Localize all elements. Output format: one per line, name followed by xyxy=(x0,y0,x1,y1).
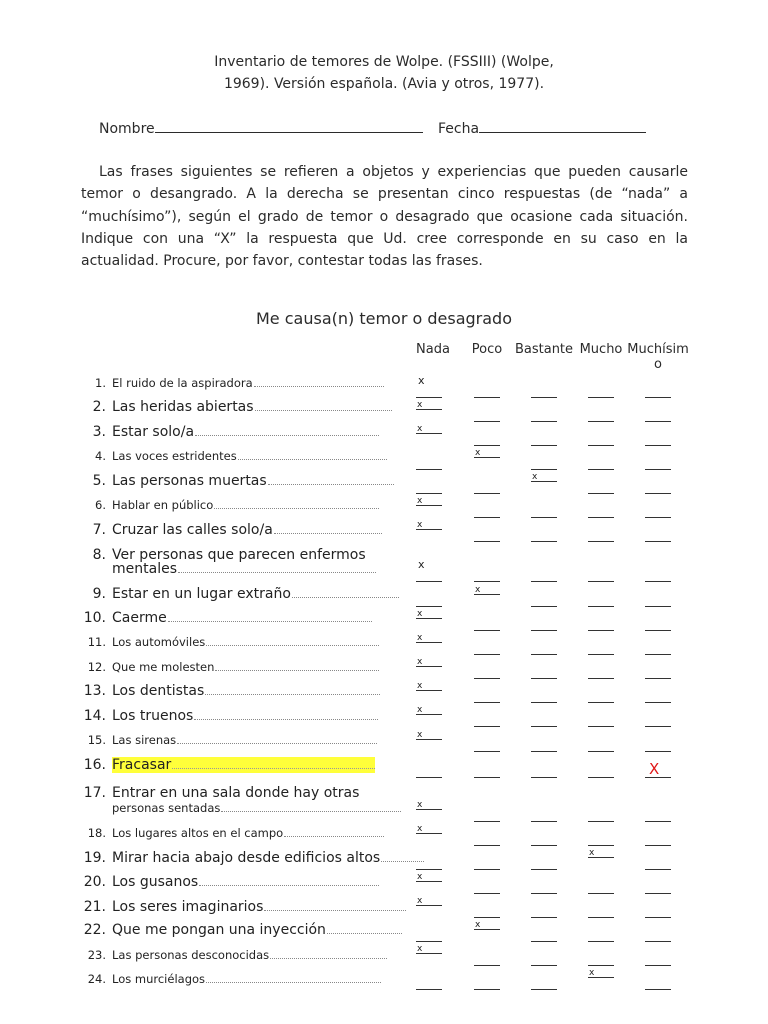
dotted-leader xyxy=(327,924,402,934)
answer-blank[interactable] xyxy=(645,421,671,422)
answer-mark: x xyxy=(417,730,423,740)
item-text xyxy=(112,922,402,938)
answer-blank[interactable] xyxy=(474,726,500,727)
answer-blank[interactable] xyxy=(588,821,614,822)
answer-mark: x xyxy=(532,472,538,482)
answer-blank[interactable] xyxy=(531,941,557,942)
answer-blank[interactable] xyxy=(588,941,614,942)
answer-blank[interactable] xyxy=(531,893,557,894)
item-label: Las voces estridentes xyxy=(112,449,237,463)
answer-mark: x xyxy=(589,848,595,858)
column-header-1: Nada xyxy=(416,342,450,357)
item-label: El ruido de la aspiradora xyxy=(112,376,253,390)
answer-blank[interactable] xyxy=(645,917,671,918)
dotted-leader xyxy=(284,827,384,837)
item-label: Los automóviles xyxy=(112,635,206,649)
answer-mark: x xyxy=(417,800,423,810)
answer-blank[interactable] xyxy=(416,989,442,990)
answer-mark: x xyxy=(417,633,423,643)
item-number: 21. xyxy=(83,899,106,915)
name-field[interactable] xyxy=(99,119,423,139)
answer-blank[interactable] xyxy=(474,702,500,703)
answer-mark: x xyxy=(417,496,423,506)
answer-blank[interactable] xyxy=(645,397,671,398)
item-number: 12. xyxy=(87,660,106,674)
item-label: Las personas muertas xyxy=(112,473,267,489)
item-label: Los seres imaginarios xyxy=(112,899,264,915)
answer-blank[interactable] xyxy=(474,517,500,518)
item-label: Las personas desconocidas xyxy=(112,948,270,962)
answer-blank[interactable] xyxy=(645,869,671,870)
answer-blank[interactable] xyxy=(588,726,614,727)
item-text xyxy=(112,498,379,512)
item-text xyxy=(112,874,379,890)
answer-blank[interactable] xyxy=(531,726,557,727)
answer-blank[interactable] xyxy=(588,469,614,470)
answer-blank[interactable] xyxy=(474,989,500,990)
answer-mark: x xyxy=(475,585,481,595)
answer-blank[interactable] xyxy=(474,630,500,631)
answer-blank[interactable] xyxy=(645,606,671,607)
answer-blank[interactable] xyxy=(588,678,614,679)
answer-blank[interactable] xyxy=(531,965,557,966)
item-label: Estar en un lugar extraño xyxy=(112,586,291,602)
item-text xyxy=(112,683,380,699)
answer-mark: x xyxy=(417,609,423,619)
dotted-leader xyxy=(172,759,375,769)
item-text xyxy=(112,376,384,390)
item-number: 2. xyxy=(92,399,106,415)
answer-blank[interactable] xyxy=(645,654,671,655)
answer-blank[interactable] xyxy=(474,917,500,918)
answer-blank[interactable] xyxy=(645,445,671,446)
answer-blank[interactable] xyxy=(531,541,557,542)
answer-blank[interactable] xyxy=(531,678,557,679)
item-label: Las sirenas xyxy=(112,733,177,747)
answer-blank[interactable] xyxy=(645,751,671,752)
answer-blank[interactable] xyxy=(588,893,614,894)
answer-blank[interactable] xyxy=(588,421,614,422)
item-label: Mirar hacia abajo desde edificios altos xyxy=(112,850,381,866)
item-label: Los lugares altos en el campo xyxy=(112,826,284,840)
item-label: Estar solo/a xyxy=(112,424,195,440)
answer-blank[interactable] xyxy=(645,630,671,631)
item-number: 9. xyxy=(92,586,106,602)
item-number: 23. xyxy=(87,948,106,962)
answer-blank[interactable] xyxy=(645,678,671,679)
answer-blank[interactable] xyxy=(531,917,557,918)
item-number: 10. xyxy=(83,610,106,626)
answer-blank[interactable] xyxy=(531,654,557,655)
item-text xyxy=(112,948,387,962)
answer-blank[interactable] xyxy=(645,469,671,470)
item-label-line-2: mentales xyxy=(112,561,177,577)
dotted-leader xyxy=(238,450,387,460)
answer-blank[interactable] xyxy=(588,606,614,607)
answer-blank[interactable] xyxy=(474,845,500,846)
item-label: Hablar en público xyxy=(112,498,214,512)
answer-blank[interactable] xyxy=(474,421,500,422)
date-label: Fecha xyxy=(438,121,480,137)
item-number: 3. xyxy=(92,424,106,440)
item-text xyxy=(112,522,382,538)
item-number: 24. xyxy=(87,972,106,986)
answer-blank[interactable] xyxy=(645,965,671,966)
item-text xyxy=(112,757,375,773)
dotted-leader xyxy=(195,426,379,436)
answer-blank[interactable] xyxy=(588,397,614,398)
section-subtitle: Me causa(n) temor o desagrado xyxy=(256,309,512,328)
item-text xyxy=(112,899,406,915)
dotted-leader xyxy=(205,685,380,695)
item-text xyxy=(112,424,379,440)
dotted-leader xyxy=(274,524,382,534)
answer-mark: x xyxy=(417,681,423,691)
dotted-leader xyxy=(381,852,424,862)
answer-blank[interactable] xyxy=(416,941,442,942)
answer-blank[interactable] xyxy=(645,893,671,894)
item-text-continued xyxy=(112,561,376,577)
item-label: Los murciélagos xyxy=(112,972,206,986)
answer-blank[interactable] xyxy=(645,821,671,822)
item-label: Las heridas abiertas xyxy=(112,399,254,415)
item-text xyxy=(112,473,394,489)
answer-mark: x xyxy=(418,374,425,387)
item-text xyxy=(112,972,381,986)
answer-blank[interactable] xyxy=(531,869,557,870)
item-text xyxy=(112,660,379,674)
answer-blank[interactable] xyxy=(474,397,500,398)
answer-blank[interactable] xyxy=(416,777,442,778)
name-label: Nombre xyxy=(99,121,155,137)
answer-blank[interactable] xyxy=(645,702,671,703)
answer-blank[interactable] xyxy=(531,777,557,778)
answer-blank[interactable] xyxy=(474,445,500,446)
title-line-2: 1969). Versión española. (Avia y otros, 1977). xyxy=(223,76,545,92)
item-text xyxy=(112,785,359,801)
dotted-leader xyxy=(268,475,394,485)
item-label: Entrar en una sala donde hay otras xyxy=(112,785,360,801)
answer-blank[interactable] xyxy=(531,445,557,446)
item-text-continued xyxy=(112,801,401,815)
item-text xyxy=(112,610,372,626)
item-number: 19. xyxy=(83,850,106,866)
answer-blank[interactable] xyxy=(474,893,500,894)
item-label: Fracasar xyxy=(112,757,172,773)
answer-blank[interactable] xyxy=(588,517,614,518)
answer-blank[interactable] xyxy=(416,606,442,607)
dotted-leader xyxy=(292,588,399,598)
answer-blank[interactable] xyxy=(588,445,614,446)
item-text xyxy=(112,708,378,724)
item-text xyxy=(112,449,387,463)
item-number: 20. xyxy=(83,874,106,890)
item-number: 6. xyxy=(95,498,106,512)
answer-blank[interactable] xyxy=(588,541,614,542)
answer-blank[interactable] xyxy=(588,630,614,631)
answer-blank[interactable] xyxy=(645,493,671,494)
answer-blank[interactable] xyxy=(531,845,557,846)
item-number: 13. xyxy=(83,683,106,699)
answer-blank[interactable] xyxy=(474,654,500,655)
title-line-1: Inventario de temores de Wolpe. (FSSIII) (Wolpe, xyxy=(214,54,554,70)
item-text xyxy=(112,733,377,747)
item-number: 11. xyxy=(87,635,106,649)
answer-blank[interactable] xyxy=(474,751,500,752)
column-header-2: Poco xyxy=(471,342,503,357)
answer-mark: x xyxy=(417,400,423,410)
dotted-leader xyxy=(255,401,392,411)
answer-blank[interactable] xyxy=(645,581,671,582)
answer-blank[interactable] xyxy=(416,469,442,470)
answer-mark: x xyxy=(417,872,423,882)
answer-blank[interactable] xyxy=(531,702,557,703)
answer-blank[interactable] xyxy=(645,941,671,942)
item-label: Los dentistas xyxy=(112,683,205,699)
answer-blank[interactable] xyxy=(416,581,442,582)
answer-mark: x xyxy=(589,968,595,978)
dotted-leader xyxy=(221,802,401,812)
answer-blank[interactable] xyxy=(474,678,500,679)
item-text xyxy=(112,399,392,415)
answer-blank[interactable] xyxy=(474,821,500,822)
answer-blank[interactable] xyxy=(474,869,500,870)
item-label: Que me pongan una inyección xyxy=(112,922,326,938)
answer-blank[interactable] xyxy=(588,493,614,494)
date-blank[interactable] xyxy=(479,119,646,133)
answer-blank[interactable] xyxy=(588,654,614,655)
answer-blank[interactable] xyxy=(531,397,557,398)
answer-blank[interactable] xyxy=(588,965,614,966)
answer-blank[interactable] xyxy=(531,469,557,470)
answer-blank[interactable] xyxy=(531,630,557,631)
item-number: 22. xyxy=(83,922,106,938)
answer-blank[interactable] xyxy=(531,989,557,990)
dotted-leader xyxy=(199,876,379,886)
dotted-leader xyxy=(194,710,378,720)
answer-mark-red: X xyxy=(649,760,660,778)
answer-blank[interactable] xyxy=(588,702,614,703)
answer-mark: x xyxy=(417,705,423,715)
item-label: Ver personas que parecen enfermos xyxy=(112,547,366,563)
answer-blank[interactable] xyxy=(645,726,671,727)
answer-blank[interactable] xyxy=(531,751,557,752)
answer-blank[interactable] xyxy=(531,517,557,518)
answer-blank[interactable] xyxy=(474,581,500,582)
item-label-line-2: personas sentadas xyxy=(112,801,221,815)
answer-blank[interactable] xyxy=(531,606,557,607)
answer-blank[interactable] xyxy=(474,541,500,542)
column-header-5: Muchísimo xyxy=(627,342,689,372)
dotted-leader xyxy=(206,973,381,983)
answer-mark: x xyxy=(417,944,423,954)
answer-blank[interactable] xyxy=(645,541,671,542)
item-text xyxy=(112,826,384,840)
answer-blank[interactable] xyxy=(588,845,614,846)
answer-blank[interactable] xyxy=(645,989,671,990)
answer-mark: x xyxy=(475,920,481,930)
item-number: 15. xyxy=(87,733,106,747)
item-text xyxy=(112,586,399,602)
column-header-4: Mucho xyxy=(579,342,623,357)
item-number: 17. xyxy=(83,785,106,801)
answer-mark: x xyxy=(417,657,423,667)
item-text xyxy=(112,850,424,866)
item-number: 7. xyxy=(92,522,106,538)
answer-blank[interactable] xyxy=(645,845,671,846)
item-label: Que me molesten xyxy=(112,660,215,674)
answer-blank[interactable] xyxy=(531,821,557,822)
item-label: Caerme xyxy=(112,610,167,626)
item-number: 1. xyxy=(95,376,106,390)
item-number: 16. xyxy=(83,757,106,773)
item-number: 5. xyxy=(92,473,106,489)
item-label: Cruzar las calles solo/a xyxy=(112,522,273,538)
dotted-leader xyxy=(254,377,384,387)
dotted-leader xyxy=(214,499,379,509)
item-number: 18. xyxy=(87,826,106,840)
item-number: 4. xyxy=(95,449,106,463)
dotted-leader xyxy=(177,734,377,744)
answer-blank[interactable] xyxy=(474,965,500,966)
dotted-leader xyxy=(270,949,387,959)
answer-blank[interactable] xyxy=(588,751,614,752)
dotted-leader xyxy=(206,636,379,646)
answer-mark: x xyxy=(418,558,425,571)
dotted-leader xyxy=(178,563,376,573)
dotted-leader xyxy=(215,661,379,671)
item-number: 8. xyxy=(92,547,106,563)
answer-blank[interactable] xyxy=(588,917,614,918)
item-label: Los gusanos xyxy=(112,874,199,890)
answer-blank[interactable] xyxy=(416,397,442,398)
name-blank[interactable] xyxy=(155,119,423,133)
dotted-leader xyxy=(264,901,406,911)
answer-mark: x xyxy=(417,520,423,530)
answer-blank[interactable] xyxy=(645,517,671,518)
answer-blank[interactable] xyxy=(416,493,442,494)
answer-blank[interactable] xyxy=(474,493,500,494)
answer-mark: x xyxy=(417,424,423,434)
answer-blank[interactable] xyxy=(474,777,500,778)
item-number: 14. xyxy=(83,708,106,724)
date-field[interactable] xyxy=(438,119,646,139)
answer-blank[interactable] xyxy=(416,869,442,870)
item-label: Los truenos xyxy=(112,708,194,724)
answer-blank[interactable] xyxy=(588,777,614,778)
answer-mark: x xyxy=(417,896,423,906)
answer-mark: x xyxy=(417,824,423,834)
answer-blank[interactable] xyxy=(531,581,557,582)
instructions: Las frases siguientes se refieren a objetos y experiencias que pueden causarle temor o desangrado. A la derecha se presentan cinco respuestas (de “nada” a “muchísimo”), según el grado de temor o desagrado que ocasione cada situación. Indique con una “X” la respuesta que Ud. cree corresponde en su caso en la actualidad. Procure, por favor, contestar todas las frases. xyxy=(81,164,688,270)
column-header-3: Bastante xyxy=(514,342,574,357)
item-text xyxy=(112,635,379,649)
answer-blank[interactable] xyxy=(531,421,557,422)
answer-blank[interactable] xyxy=(588,581,614,582)
dotted-leader xyxy=(168,612,372,622)
answer-mark: x xyxy=(475,448,481,458)
